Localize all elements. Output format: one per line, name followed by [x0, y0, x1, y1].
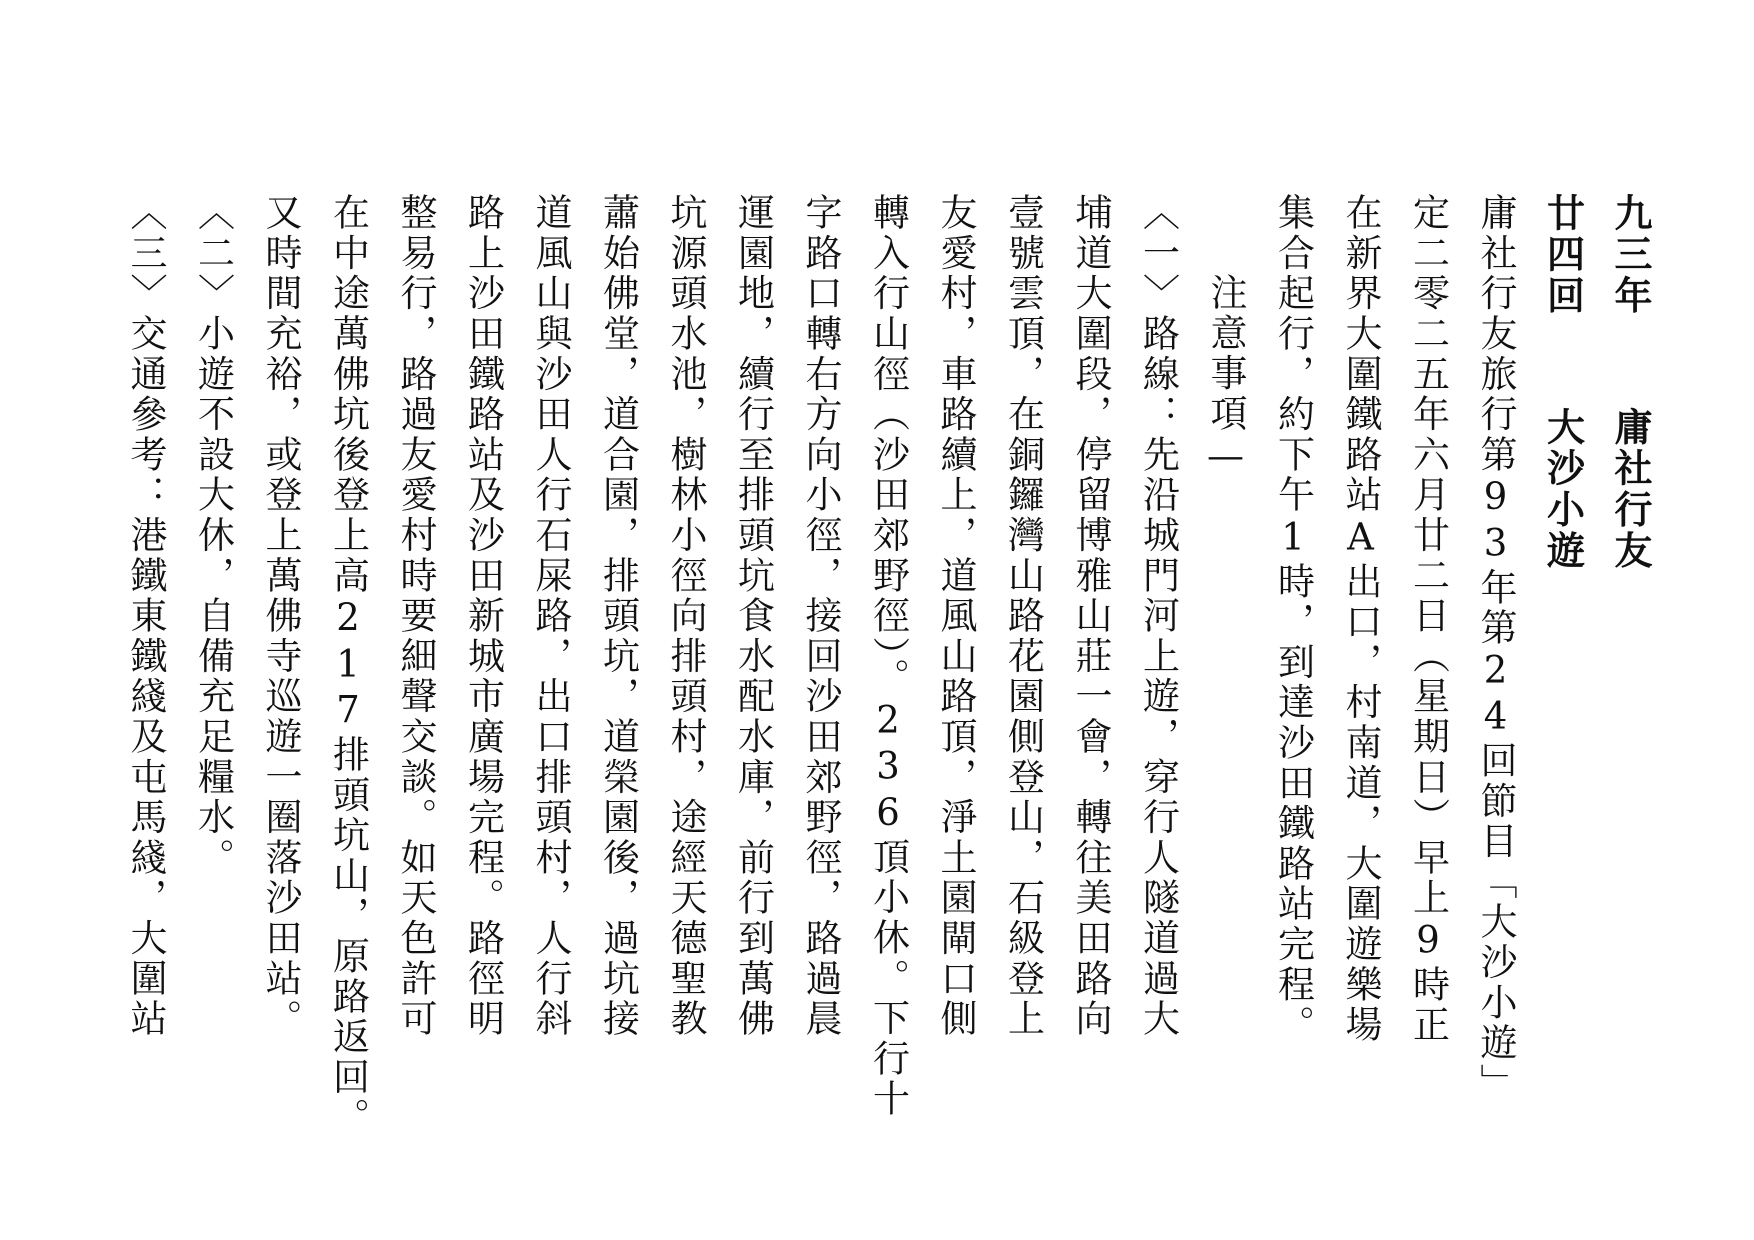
notes-line-4: 友愛村，車路續上，道風山路頂，淨土園閘口側 [934, 193, 977, 1040]
intro-line-3: 在新界大圍鐵路站A出口，村南道，大圍遊樂場 [1339, 193, 1382, 1046]
notes-line-1: 〈一〉路線：先沿城門河上遊，穿行人隧道過大 [1136, 193, 1180, 1040]
header-organization: 庸社行友 [1608, 406, 1653, 573]
notes-line-13: 在中途萬佛坑後登上高217排頭坑山，原路返回。 [326, 193, 370, 1138]
notes-line-15: 〈二〉小遊不設大休，自備充足糧水。 [191, 193, 235, 879]
notes-line-7: 運園地，續行至排頭坑食水配水庫，前行到萬佛 [731, 193, 775, 1040]
notes-line-9: 蕭始佛堂，道合園，排頭坑，道榮園後，過坑接 [596, 193, 640, 1040]
header-title: 大沙小遊 [1540, 406, 1586, 573]
vertical-text-block [112, 193, 1665, 1138]
notes-line-16: 〈三〉交通參考：港鐵東鐵綫及屯馬綫，大圍站 [124, 193, 167, 1040]
header-line-1 [1597, 193, 1665, 1093]
header-session: 廿四回 [1540, 193, 1586, 317]
header-year: 九三年 [1608, 193, 1653, 317]
notes-line-14: 又時間充裕，或登上萬佛寺巡遊一圈落沙田站。 [259, 193, 302, 1040]
intro-line-2: 定二零二五年六月廿二日（星期日）早上9時正 [1406, 193, 1450, 1046]
header-line-2 [1529, 193, 1597, 1093]
notes-line-10: 道風山與沙田人行石屎路，出口排頭村，人行斜 [529, 193, 572, 1040]
notes-line-8: 坑源頭水池，樹林小徑向排頭村，途經天德聖教 [664, 193, 707, 1040]
intro-line-1: 庸社行友旅行第93年第24回節目「大沙小遊」 [1474, 193, 1517, 1104]
notes-line-12: 整易行，路過友愛村時要細聲交談。如天色許可 [394, 193, 437, 1040]
notes-line-6: 字路口轉右方向小徑，接回沙田郊野徑，路過晨 [799, 193, 842, 1040]
notes-line-11: 路上沙田鐵路站及沙田新城市廣場完程。路徑明 [461, 193, 505, 1040]
notes-line-2: 埔道大圍段，停留博雅山莊一會，轉往美田路向 [1069, 193, 1112, 1040]
notes-heading: 注意事項— [1204, 273, 1247, 481]
notes-line-5: 轉入行山徑（沙田郊野徑）。236頂小休。下行十 [866, 193, 910, 1120]
intro-line-4: 集合起行，約下午1時，到達沙田鐵路站完程。 [1271, 193, 1315, 1046]
notes-line-3: 壹號雲頂，在銅鑼灣山路花園側登山，石級登上 [1001, 193, 1045, 1040]
